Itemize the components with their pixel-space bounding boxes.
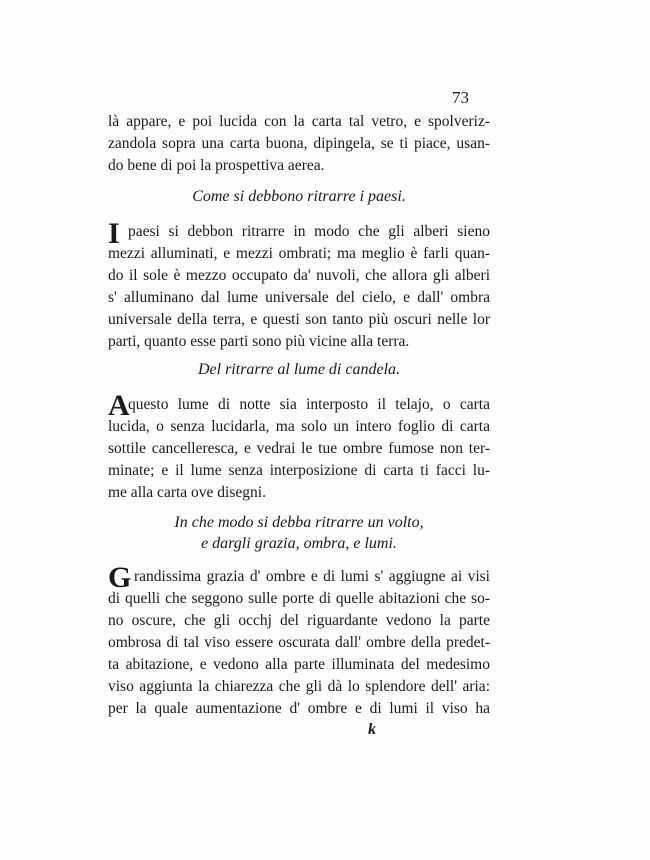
paragraph-line: sottile cancelleresca, e vedrai le tue ombre fumose non ter-: [108, 440, 490, 457]
paragraph-line: ta abitazione, e vedono alla parte illuminata del medesimo: [108, 656, 490, 673]
paragraph-line: di quelli che seggono sulle porte di quelle abitazioni che so-: [108, 590, 490, 607]
intro-line-3: do bene di poi la prospettiva aerea.: [108, 157, 325, 174]
section-heading-paesi: Come si debbono ritrarre i paesi.: [192, 188, 406, 205]
paragraph-line: mezzi alluminati, e mezzi ombrati; ma meglio è farli quan-: [108, 245, 490, 262]
paragraph-line: paesi si debbon ritrarre in modo che gli alberi sieno: [128, 223, 490, 240]
paragraph-line: no oscure, che gli occhj del riguardante vedono la parte: [108, 612, 490, 629]
section-heading-volto-1: In che modo si debba ritrarre un volto,: [174, 514, 424, 531]
section-heading-volto-2: e dargli grazia, ombra, e lumi.: [201, 535, 397, 552]
paragraph-line: parti, quanto esse parti sono più vicine alla terra.: [108, 333, 410, 350]
paragraph-line: universale della terra, e questi son tanto più oscuri nelle lor: [108, 311, 490, 328]
page-number: 73: [452, 88, 469, 107]
paragraph-line: viso aggiunta la chiarezza che gli dà lo splendore dell' aria:: [108, 678, 490, 695]
dropcap-i: I: [108, 217, 120, 250]
paragraph-line: per la quale aumentazione d' ombre e di lumi il viso ha: [108, 700, 490, 717]
paragraph-line: me alla carta ove disegni.: [108, 484, 266, 501]
paragraph-line: do il sole è mezzo occupato da' nuvoli, che allora gli alberi: [108, 267, 490, 284]
paragraph-line: s' alluminano dal lume universale del cielo, e dall' ombra: [108, 289, 490, 306]
section-heading-candela: Del ritrarre al lume di candela.: [197, 361, 401, 378]
intro-line-2: zandola sopra una carta buona, dipingela, se ti piace, usan-: [108, 135, 490, 152]
paragraph-line: ombrosa di tal viso essere oscurata dall' ombre della predet-: [108, 634, 490, 651]
dropcap-g: G: [108, 561, 132, 594]
dropcap-a: A: [108, 389, 130, 422]
intro-line-1: là appare, e poi lucida con la carta tal vetro, e spolveriz-: [108, 113, 490, 130]
paragraph-line: questo lume di notte sia interposto il telajo, o carta: [128, 396, 490, 413]
paragraph-line: minate; e il lume senza interposizione di carta ti facci lu-: [108, 462, 490, 479]
paragraph-line: lucida, o senza lucidarla, ma solo un intero foglio di carta: [108, 418, 490, 435]
signature-mark: k: [368, 721, 376, 738]
paragraph-line: randissima grazia d' ombre e di lumi s' aggiugne ai visi: [134, 568, 490, 585]
